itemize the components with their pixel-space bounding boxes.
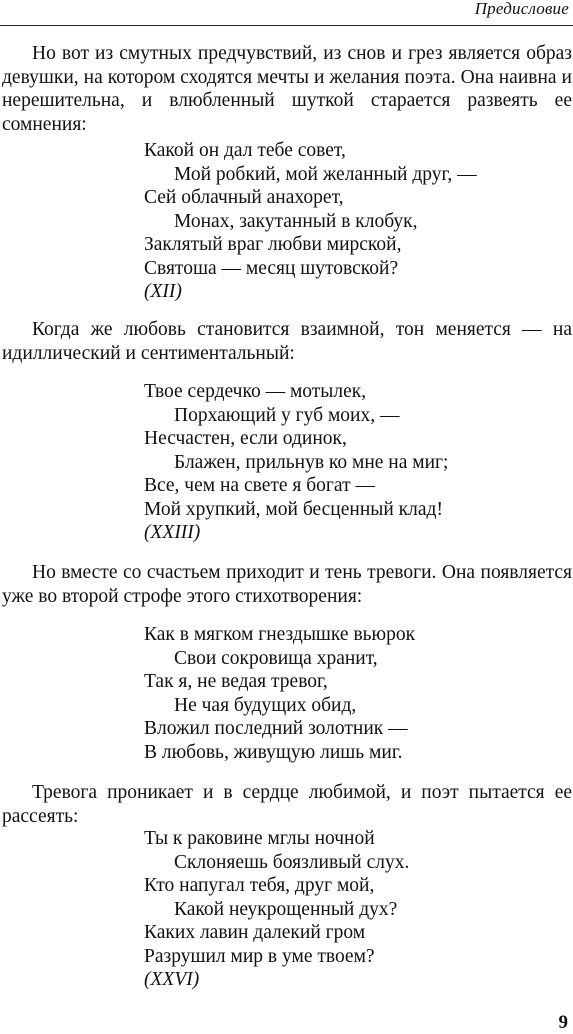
poem-source: (XXVI) xyxy=(144,969,200,990)
verse-line: Святоша — месяц шутовской? xyxy=(144,257,399,279)
verse-line: Какой он дал тебе совет, xyxy=(144,140,346,161)
verse-line: Какой неукрощенный дух? xyxy=(174,898,398,920)
verse-line: В любовь, живущую лишь миг. xyxy=(144,741,403,763)
poem-xii xyxy=(144,139,569,304)
verse-line: Не чая будущих обид, xyxy=(174,694,357,716)
poem-xxiii xyxy=(144,380,569,545)
paragraph-dispel: Тревога проникает и в сердце любимой, и поэт пытается ее рассеять: xyxy=(2,782,572,827)
verse-line: Свои сокровища хранит, xyxy=(174,647,378,669)
verse-line: Сей облачный анахорет, xyxy=(144,187,344,208)
verse-line: Каких лавин далекий гром xyxy=(144,922,366,943)
verse-line: Порхающий у губ моих, — xyxy=(174,404,400,426)
verse-line: Несчастен, если одинок, xyxy=(144,428,347,449)
poem-source: (XII) xyxy=(144,281,182,302)
verse-line: Заклятый враг любви мирской, xyxy=(144,234,402,255)
verse-line: Кто напугал тебя, друг мой, xyxy=(144,875,375,896)
verse-line: Ты к раковине мглы ночной xyxy=(144,828,375,849)
paragraph-intro: Но вот из смутных предчувствий, из снов и грез является образ девушки, на котором сходятся мечты и желания поэта. Она наивна и нерешительна, и влюбленный шуткой старается развеять ее сомнения: xyxy=(2,43,572,135)
poem-finch xyxy=(144,623,569,764)
poem-xxvi xyxy=(144,827,569,992)
verse-line: Как в мягком гнездышке вьюрок xyxy=(144,624,416,645)
paragraph-anxiety: Но вместе со счастьем приходит и тень тревоги. Она появляется уже во второй строфе этого стихотворения: xyxy=(2,562,572,607)
verse-line: Мой робкий, мой желанный друг, — xyxy=(174,163,477,185)
verse-line: Все, чем на свете я богат — xyxy=(144,475,375,496)
verse-line: Так я, не ведая тревог, xyxy=(144,671,328,692)
verse-line: Разрушил мир в уме твоем? xyxy=(144,945,375,967)
running-head: Предисловие xyxy=(474,0,569,18)
verse-line: Склоняешь боязливый слух. xyxy=(174,851,410,873)
verse-line: Твое сердечко — мотылек, xyxy=(144,381,367,402)
poem-source: (XXIII) xyxy=(144,522,201,543)
paragraph-mutual-love: Когда же любовь становится взаимной, тон меняется — на идиллический и сентиментальный: xyxy=(2,319,572,364)
header-rule xyxy=(0,25,573,26)
verse-line: Блажен, прильнув ко мне на миг; xyxy=(174,451,449,473)
verse-line: Мой хрупкий, мой бесценный клад! xyxy=(144,498,443,520)
page-number: 9 xyxy=(558,1012,568,1033)
verse-line: Монах, закутанный в клобук, xyxy=(174,210,418,232)
verse-line: Вложил последний золотник — xyxy=(144,718,408,739)
